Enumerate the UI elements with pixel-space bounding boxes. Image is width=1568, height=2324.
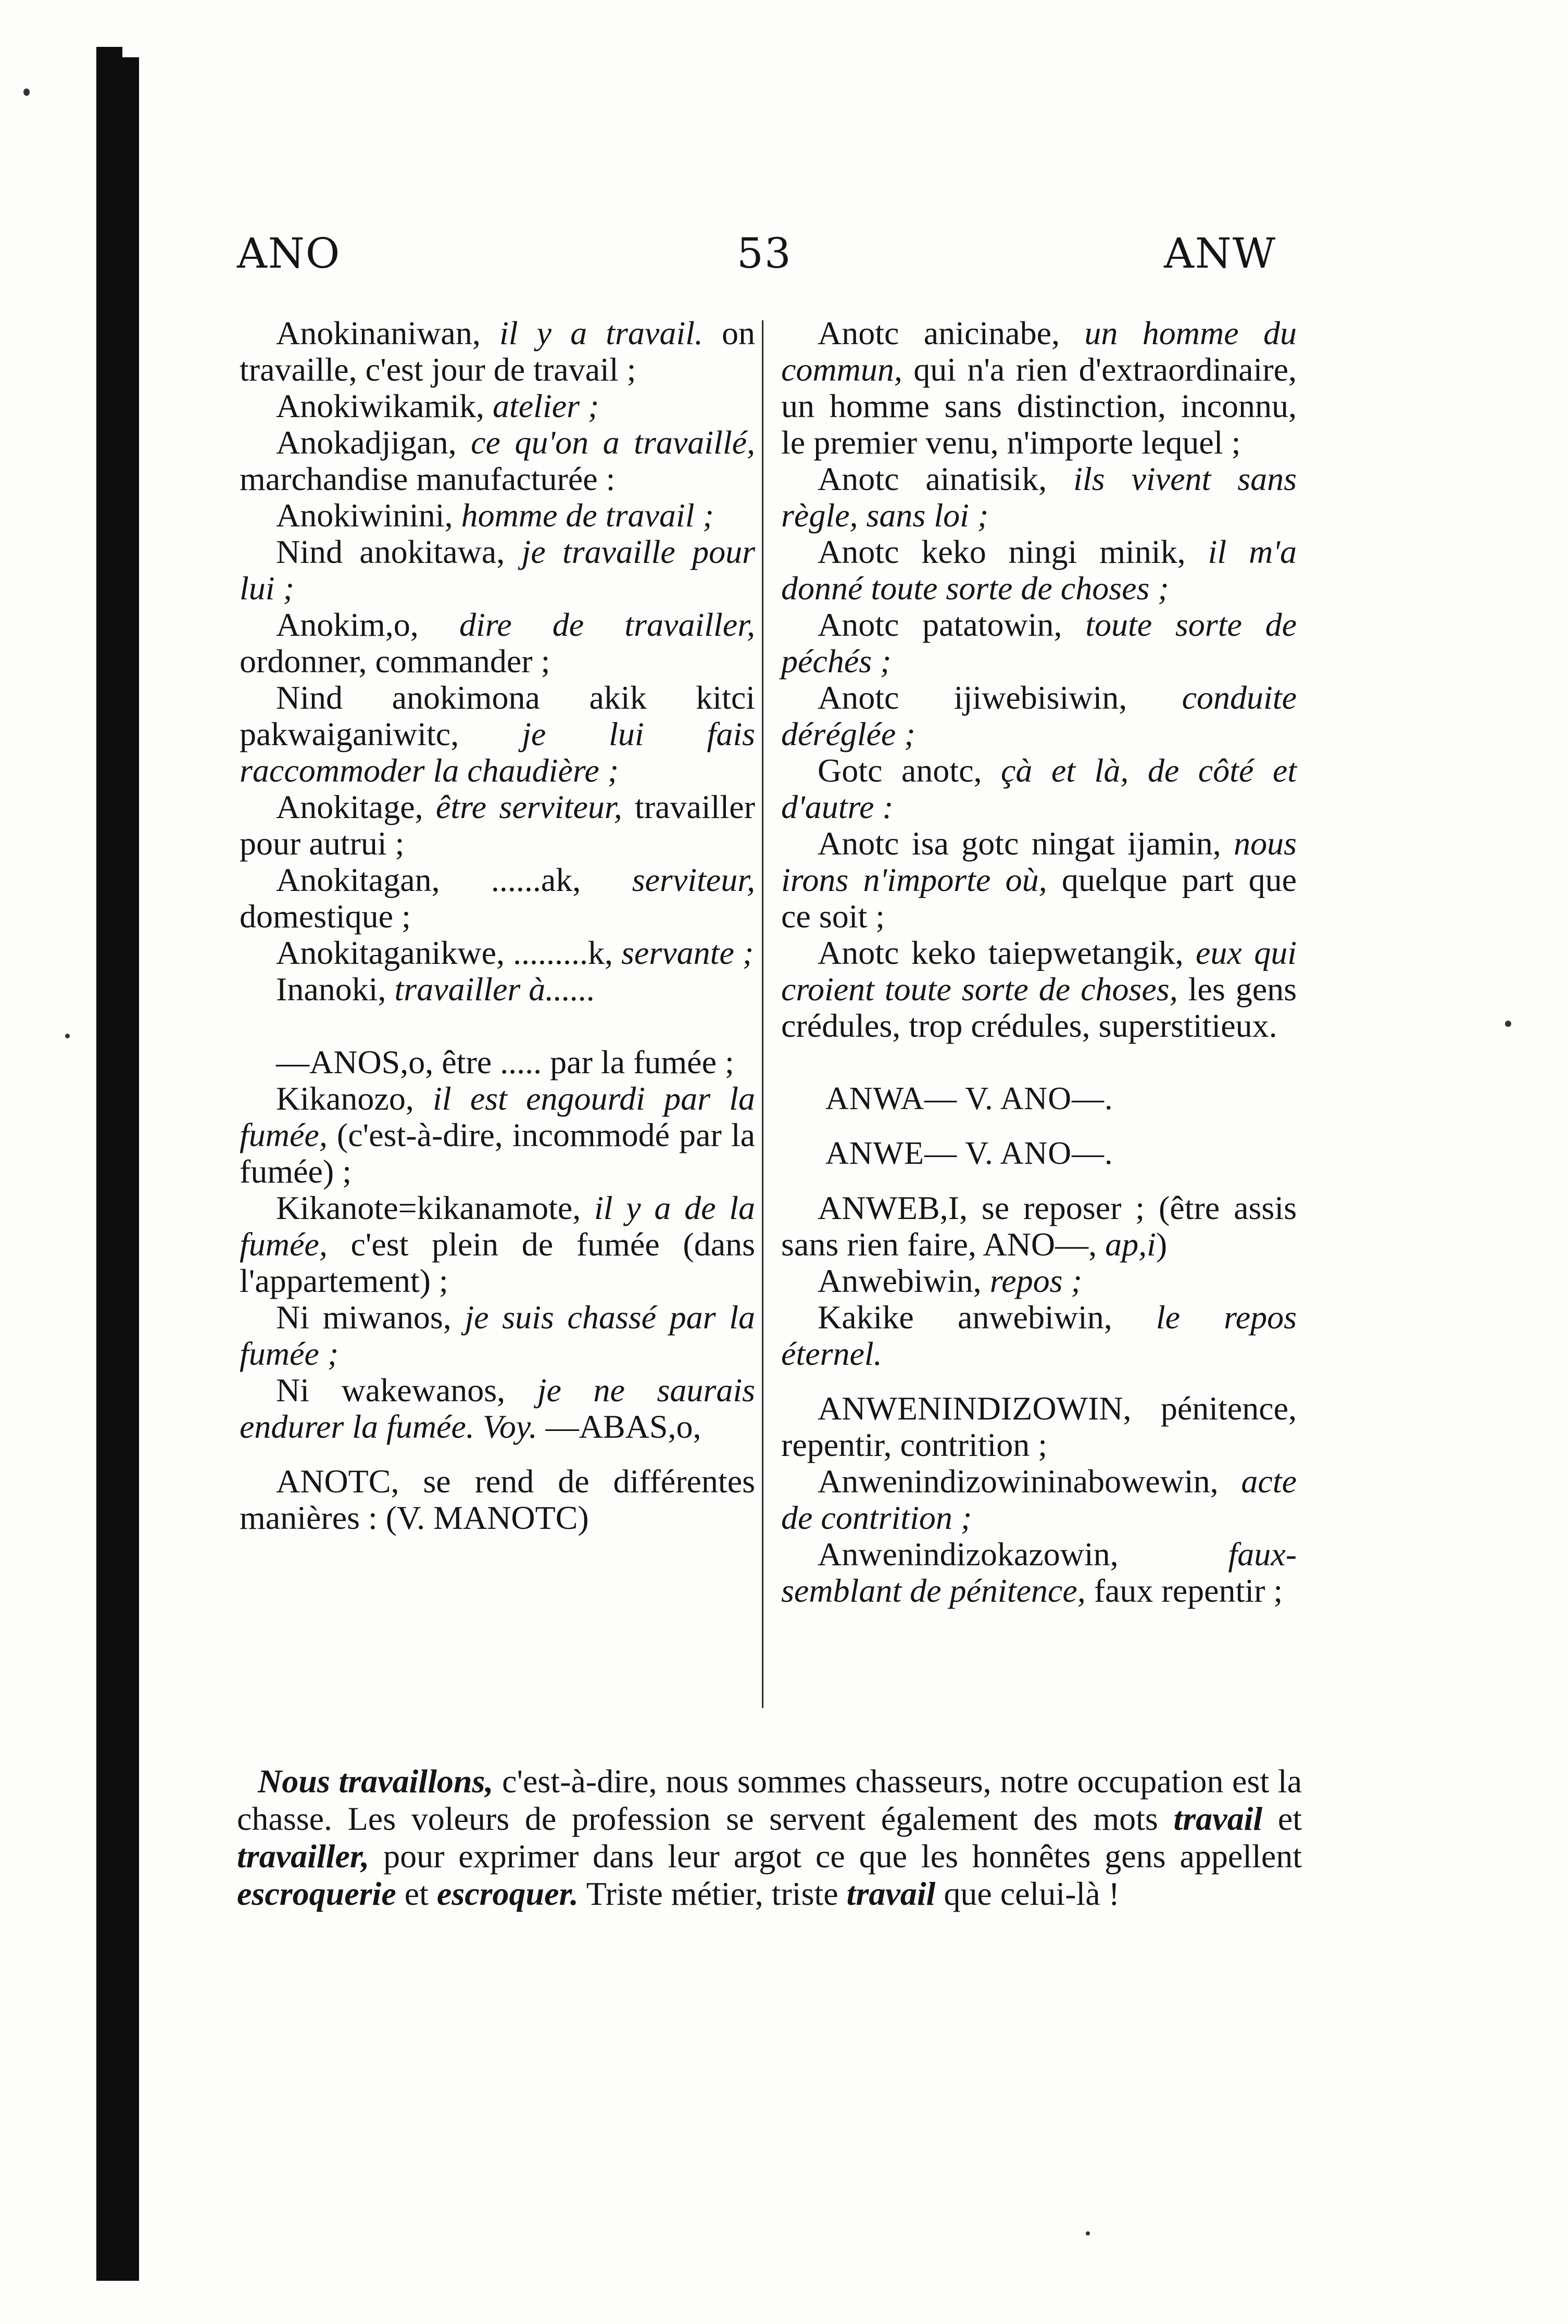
entry-gloss: être serviteur, — [435, 788, 622, 825]
entry-gloss: serviteur, — [632, 861, 755, 898]
footnote-text: pour exprimer dans leur argot ce que les honnêtes gens appellent — [369, 1838, 1302, 1875]
dictionary-entry — [781, 1463, 1297, 1536]
page-number: 53 — [737, 229, 792, 278]
entry-gloss: travailler à...... — [394, 971, 596, 1008]
entry-text: Anokiwikamik, — [276, 387, 493, 424]
entry-gloss: le repos éternel. — [781, 1299, 1297, 1372]
footnote-emphasis: travail — [1173, 1800, 1263, 1837]
print-speck — [23, 89, 30, 96]
dictionary-entry — [240, 1081, 755, 1190]
footnote-text: Triste métier, triste — [578, 1875, 847, 1912]
entry-text: —ABAS,o, — [537, 1408, 701, 1445]
entry-gloss: servante ; — [621, 934, 754, 971]
dictionary-entry — [781, 825, 1297, 935]
dictionary-entry — [781, 461, 1297, 534]
entry-text: quelque part que ce soit ; — [781, 861, 1297, 935]
entry-text: Anotc patatowin, — [818, 606, 1086, 643]
spacer — [781, 1372, 1297, 1390]
entry-text: Anotc anicinabe, — [818, 315, 1085, 351]
dictionary-entry — [781, 1263, 1297, 1299]
entry-text: Anotc isa gotc ningat ijamin, — [818, 825, 1234, 862]
entry-gloss: un homme du commun, — [781, 315, 1297, 388]
entry-text: marchandise manufacturée : — [240, 460, 616, 497]
section-heading: ANWE— V. ANO—. — [825, 1136, 1113, 1171]
dictionary-entry — [240, 680, 755, 789]
entry-text: Kakike anwebiwin, — [818, 1299, 1156, 1336]
spacer — [240, 1445, 755, 1463]
dictionary-entry — [240, 1190, 755, 1299]
entry-gloss: acte de contrition ; — [781, 1463, 1297, 1536]
entry-gloss: atelier ; — [492, 387, 599, 424]
entry-text: ANWEB,I, se reposer ; (être assis sans rien faire, ANO—, — [781, 1189, 1297, 1263]
footnote — [237, 1763, 1302, 1913]
entry-gloss: repos ; — [989, 1262, 1082, 1299]
dictionary-entry — [781, 752, 1297, 825]
footnote-emphasis: Nous travaillons, — [258, 1763, 494, 1800]
entry-gloss: ils vivent sans règle, sans loi ; — [781, 460, 1297, 534]
entry-text: Anokim,o, — [276, 606, 459, 643]
left-column — [240, 315, 755, 1536]
footnote-text: et — [396, 1875, 437, 1912]
entry-gloss: toute sorte de péchés ; — [781, 606, 1297, 680]
entry-text: faux repentir ; — [1085, 1572, 1283, 1609]
entry-text: Anotc ainatisik, — [818, 460, 1074, 497]
entry-text: Kikanozo, — [276, 1080, 433, 1117]
entry-text: Anokitage, — [276, 788, 436, 825]
dictionary-entry — [240, 1463, 755, 1536]
entry-gloss: je lui fais raccommoder la chaudière ; — [240, 715, 756, 789]
entry-text: Anokiwinini, — [276, 497, 461, 534]
footnote-text: et — [1262, 1800, 1302, 1837]
entry-text: Nind anokitawa, — [276, 533, 522, 570]
entry-text: Anokitaganikwe, .........k, — [276, 934, 621, 971]
footnote-emphasis: travail — [846, 1875, 936, 1912]
footnote-emphasis: travailler, — [237, 1838, 370, 1875]
dictionary-entry — [240, 315, 755, 388]
dictionary-entry — [781, 935, 1297, 1044]
entry-gloss: il m'a donné toute sorte de choses ; — [781, 533, 1297, 607]
entry-text: ordonner, commander ; — [240, 643, 550, 680]
entry-text: Anwebiwin, — [818, 1262, 990, 1299]
dictionary-entry — [781, 1190, 1297, 1263]
entry-gloss: je suis chassé par la fumée ; — [240, 1299, 756, 1372]
entry-gloss: il y a travail. — [499, 315, 703, 351]
spacer — [781, 1117, 1297, 1135]
entry-gloss: il est engourdi par la fumée, — [240, 1080, 756, 1153]
entry-text: ANOTC, se rend de différentes manières : (V. MANOTC) — [240, 1463, 755, 1536]
entry-gloss: je ne saurais endurer la fumée. Voy. — [240, 1372, 755, 1445]
dictionary-entry — [240, 1044, 755, 1081]
entry-gloss: homme de travail ; — [461, 497, 714, 534]
entry-text: Anokadjigan, — [276, 424, 471, 461]
entry-text: on travaille, c'est jour de travail ; — [240, 315, 756, 388]
dictionary-entry — [781, 607, 1297, 680]
footnote-emphasis: escroquerie — [237, 1875, 396, 1912]
entry-text: Anotc ijiwebisiwin, — [818, 679, 1182, 716]
entry-gloss: ce qu'on a travaillé, — [471, 424, 755, 461]
footnote-emphasis: escroquer. — [436, 1875, 579, 1912]
entry-gloss: nous irons n'importe où, — [781, 825, 1297, 898]
entry-text: Anwenindizowininabowewin, — [818, 1463, 1241, 1500]
dictionary-entry — [781, 1390, 1297, 1463]
entry-gloss: ap,i — [1105, 1226, 1156, 1263]
entry-gloss: dire de travailler, — [459, 606, 756, 643]
column-divider — [762, 320, 763, 1708]
entry-gloss: il y a de la fumée, — [240, 1189, 755, 1263]
entry-text: Anotc keko ningi minik, — [818, 533, 1208, 570]
dictionary-entry — [240, 789, 755, 862]
entry-text: les gens crédules, trop crédules, superstitieux. — [781, 971, 1297, 1044]
dictionary-entry — [781, 534, 1297, 607]
dictionary-entry — [240, 607, 755, 680]
dictionary-entry — [240, 424, 755, 497]
entry-text: Anokinaniwan, — [276, 315, 499, 351]
spacer — [240, 1008, 755, 1044]
spacer — [781, 1044, 1297, 1081]
dictionary-entry — [240, 534, 755, 607]
dictionary-entry — [240, 862, 755, 935]
dictionary-entry — [781, 315, 1297, 461]
entry-text: Anotc keko taiepwetangik, — [818, 934, 1196, 971]
binding-edge — [96, 57, 139, 2281]
entry-text: Kikanote=kikanamote, — [276, 1189, 594, 1226]
footnote-text: c'est-à-dire, nous sommes chasseurs, notre occupation est la chasse. Les voleurs de profession se servent également des mots — [237, 1763, 1302, 1837]
entry-text: ANWENINDIZOWIN, pénitence, repentir, contrition ; — [781, 1390, 1297, 1463]
entry-text: Ni wakewanos, — [276, 1372, 537, 1409]
entry-text: Anokitagan, ......ak, — [276, 861, 632, 898]
entry-text: travailler pour autrui ; — [240, 788, 756, 862]
footnote-text: que celui-là ! — [935, 1875, 1120, 1912]
running-head-right: ANW — [1164, 229, 1276, 278]
dictionary-entry — [240, 1372, 755, 1445]
entry-text: qui n'a rien d'extraordinaire, un homme sans distinction, inconnu, le premier venu, n'importe lequel ; — [781, 351, 1297, 461]
entry-text: Gotc anotc, — [818, 752, 1001, 789]
print-speck — [1086, 2231, 1090, 2235]
entry-gloss: eux qui croient toute sorte de choses, — [781, 934, 1297, 1008]
entry-text: ) — [1156, 1226, 1168, 1263]
entry-text: (c'est-à-dire, incommodé par la fumée) ; — [240, 1116, 755, 1190]
right-column — [781, 315, 1297, 1609]
section-heading: ANWA— V. ANO—. — [825, 1081, 1113, 1116]
entry-text: c'est plein de fumée (dans l'appartement) ; — [240, 1226, 755, 1299]
entry-text: Ni miwanos, — [276, 1299, 465, 1336]
entry-text: domestique ; — [240, 898, 411, 935]
entry-gloss: je travaille pour lui ; — [240, 533, 755, 607]
running-head-left: ANO — [237, 229, 341, 278]
dictionary-entry — [781, 1299, 1297, 1372]
print-speck — [65, 1034, 70, 1038]
dictionary-entry — [240, 497, 755, 534]
dictionary-entry — [781, 680, 1297, 752]
entry-gloss: conduite déréglée ; — [781, 679, 1297, 752]
entry-text: Anwenindizokazowin, — [818, 1536, 1228, 1573]
dictionary-entry — [240, 388, 755, 424]
dictionary-entry — [240, 935, 755, 971]
entry-text: Nind anokimona akik kitci pakwaiganiwitc, — [240, 679, 755, 752]
spacer — [781, 1172, 1297, 1190]
dictionary-entry — [781, 1536, 1297, 1609]
entry-text: —ANOS,o, être ..... par la fumée ; — [276, 1044, 734, 1081]
entry-gloss: çà et là, de côté et d'autre : — [781, 752, 1297, 825]
entry-gloss: faux-semblant de pénitence, — [781, 1536, 1297, 1609]
print-speck — [1505, 1021, 1511, 1027]
dictionary-entry — [240, 971, 755, 1008]
dictionary-entry — [240, 1299, 755, 1372]
entry-text: Inanoki, — [276, 971, 395, 1008]
